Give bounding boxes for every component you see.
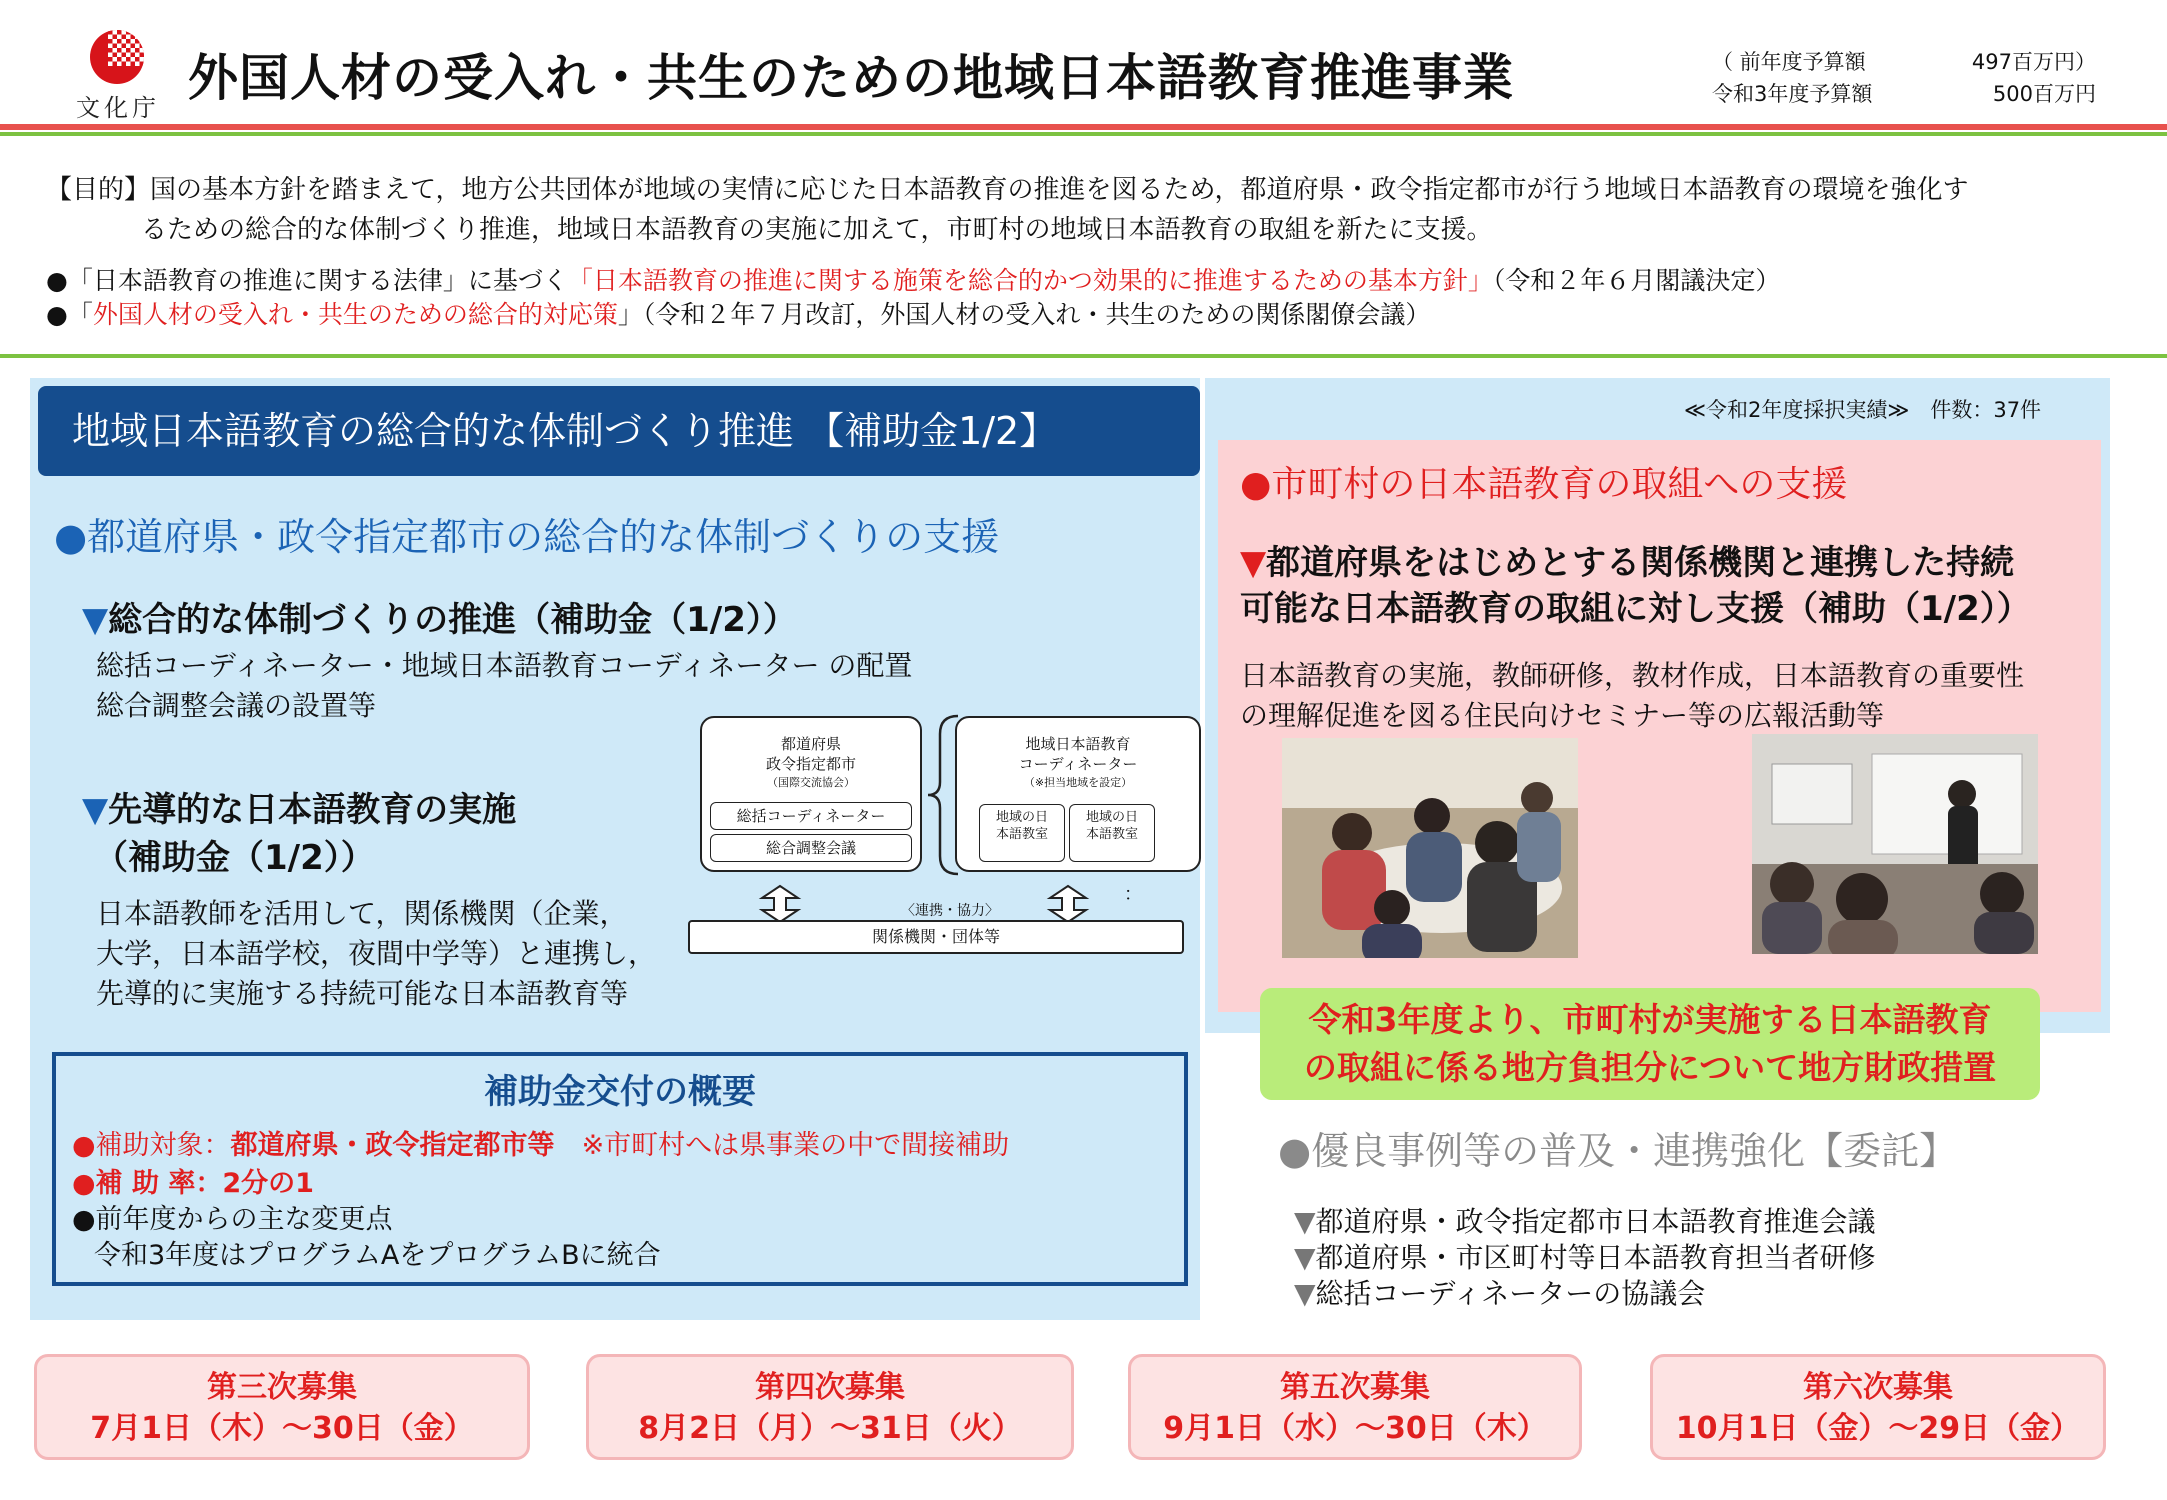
pref-item-coordinator: 総括コーディネーター	[710, 802, 912, 830]
recruitment-3: 第三次募集 7月1日（木）～30日（金）	[34, 1354, 530, 1460]
commission-title: ●優良事例等の普及・連携強化【委託】	[1278, 1129, 1958, 1173]
subsidy-rate: ●補 助 率：2分の1	[72, 1168, 314, 1199]
budget-cur-value: 500百万円	[1992, 82, 2096, 106]
logo-mark-icon	[90, 30, 144, 84]
local-finance-notice: 令和3年度より、市町村が実施する日本語教育 の取組に係る地方負担分について地方財政措置	[1260, 988, 2040, 1100]
municipal-support-title: ●市町村の日本語教育の取組への支援	[1240, 464, 1848, 505]
list-item: ▼都道府県・市区町村等日本語教育担当者研修	[1294, 1241, 1876, 1274]
double-arrow-right-icon	[1040, 884, 1104, 924]
budget-prev-value: 497百万円）	[1971, 50, 2096, 74]
class-photo-2	[1752, 734, 2038, 954]
coord-box: 地域日本語教育 コーディネーター （※担当地域を設定） 地域の日本語教室 地域の日本語教室	[955, 716, 1201, 872]
agency-logo	[58, 30, 178, 120]
sub2-title: ▼先導的な日本語教育の実施 （補助金（1/2））	[82, 790, 517, 878]
header-divider-green	[0, 132, 2167, 136]
subsidy-title: 補助金交付の概要	[484, 1072, 756, 1112]
subsidy-target: ●補助対象：都道府県・政令指定都市等 ※市町村へは県事業の中で間接補助	[72, 1130, 1010, 1161]
list-item: ▼都道府県・政令指定都市日本語教育推進会議	[1294, 1205, 1876, 1238]
sub1-title: ▼総合的な体制づくりの推進（補助金（1/2））	[82, 600, 797, 640]
policy-bullet-1: ●「日本語教育の推進に関する法律」に基づく「日本語教育の推進に関する施策を総合的かつ効果的に推進するための基本方針」（令和２年６月閣議決定）	[46, 266, 1781, 295]
link-label: 〈連携・協力〉	[901, 903, 999, 919]
japanese-class-b: 地域の日本語教室	[1069, 804, 1155, 862]
logo-text: 文化庁	[76, 94, 160, 122]
subsidy-changes: ●前年度からの主な変更点 令和3年度はプログラムAをプログラムBに統合	[72, 1204, 661, 1271]
sub2-body: 日本語教師を活用して，関係機関（企業， 大学，日本語学校，夜間中学等）と連携し， 先導的に実施する持続可能な日本語教育等	[96, 897, 657, 1010]
municipal-body: 日本語教育の実施，教師研修，教材作成，日本語教育の重要性 の理解促進を図る住民向けセミナー等の広報活動等	[1240, 659, 2025, 732]
budget-labels	[1712, 46, 1872, 110]
header-divider-red	[0, 124, 2167, 130]
orgs-box: 関係機関・団体等	[688, 920, 1184, 954]
diagram-dots: ：	[1124, 884, 1142, 905]
policy-bullet-2: ●「外国人材の受入れ・共生のための総合的対応策」（令和２年７月改訂，外国人材の受入れ・共生のための関係閣僚会議）	[46, 300, 1431, 329]
budget-cur-label: 令和3年度予算額	[1712, 82, 1873, 106]
japanese-class-a: 地域の日本語教室	[979, 804, 1065, 862]
budget-prev-label: （ 前年度予算額	[1712, 50, 1866, 74]
recruitment-6: 第六次募集 10月1日（金）～29日（金）	[1650, 1354, 2106, 1460]
class-photo-1	[1282, 738, 1578, 958]
recruitment-4: 第四次募集 8月2日（月）～31日（火）	[586, 1354, 1074, 1460]
left-panel-header: 地域日本語教育の総合的な体制づくり推進 【補助金1/2】	[38, 386, 1200, 476]
purpose-line-1: 【目的】国の基本方針を踏まえて，地方公共団体が地域の実情に応じた日本語教育の推進を図るため，都道府県・政令指定都市が行う地域日本語教育の環境を強化す	[46, 175, 1969, 205]
pref-box: 都道府県 政令指定都市 （国際交流協会） 総括コーディネーター 総合調整会議	[700, 716, 922, 872]
adoption-note: ≪令和2年度採択実績≫ 件数：37件	[1684, 398, 2042, 422]
double-arrow-left-icon	[752, 884, 816, 924]
commission-list	[1294, 1204, 1876, 1312]
list-item: ▼総括コーディネーターの協議会	[1294, 1277, 1706, 1310]
purpose-text	[46, 170, 2116, 250]
page-title: 外国人材の受入れ・共生のための地域日本語教育推進事業	[188, 49, 1514, 107]
pref-item-council: 総合調整会議	[710, 834, 912, 862]
section-divider-green	[0, 354, 2167, 358]
purpose-line-2: るための総合的な体制づくり推進，地域日本語教育の実施に加えて，市町村の地域日本語教育の取組を新たに支援。	[141, 215, 1493, 245]
municipal-sub-title: ▼都道府県をはじめとする関係機関と連携した持続 可能な日本語教育の取組に対し支援（補助（1/2））	[1240, 543, 2031, 629]
sub1-body: 総括コーディネーター・地域日本語教育コーディネーター の配置 総合調整会議の設置等	[96, 649, 913, 722]
pref-support-title: ●都道府県・政令指定都市の総合的な体制づくりの支援	[54, 515, 1000, 559]
recruitment-5: 第五次募集 9月1日（水）～30日（木）	[1128, 1354, 1582, 1460]
budget-values	[1968, 46, 2096, 110]
